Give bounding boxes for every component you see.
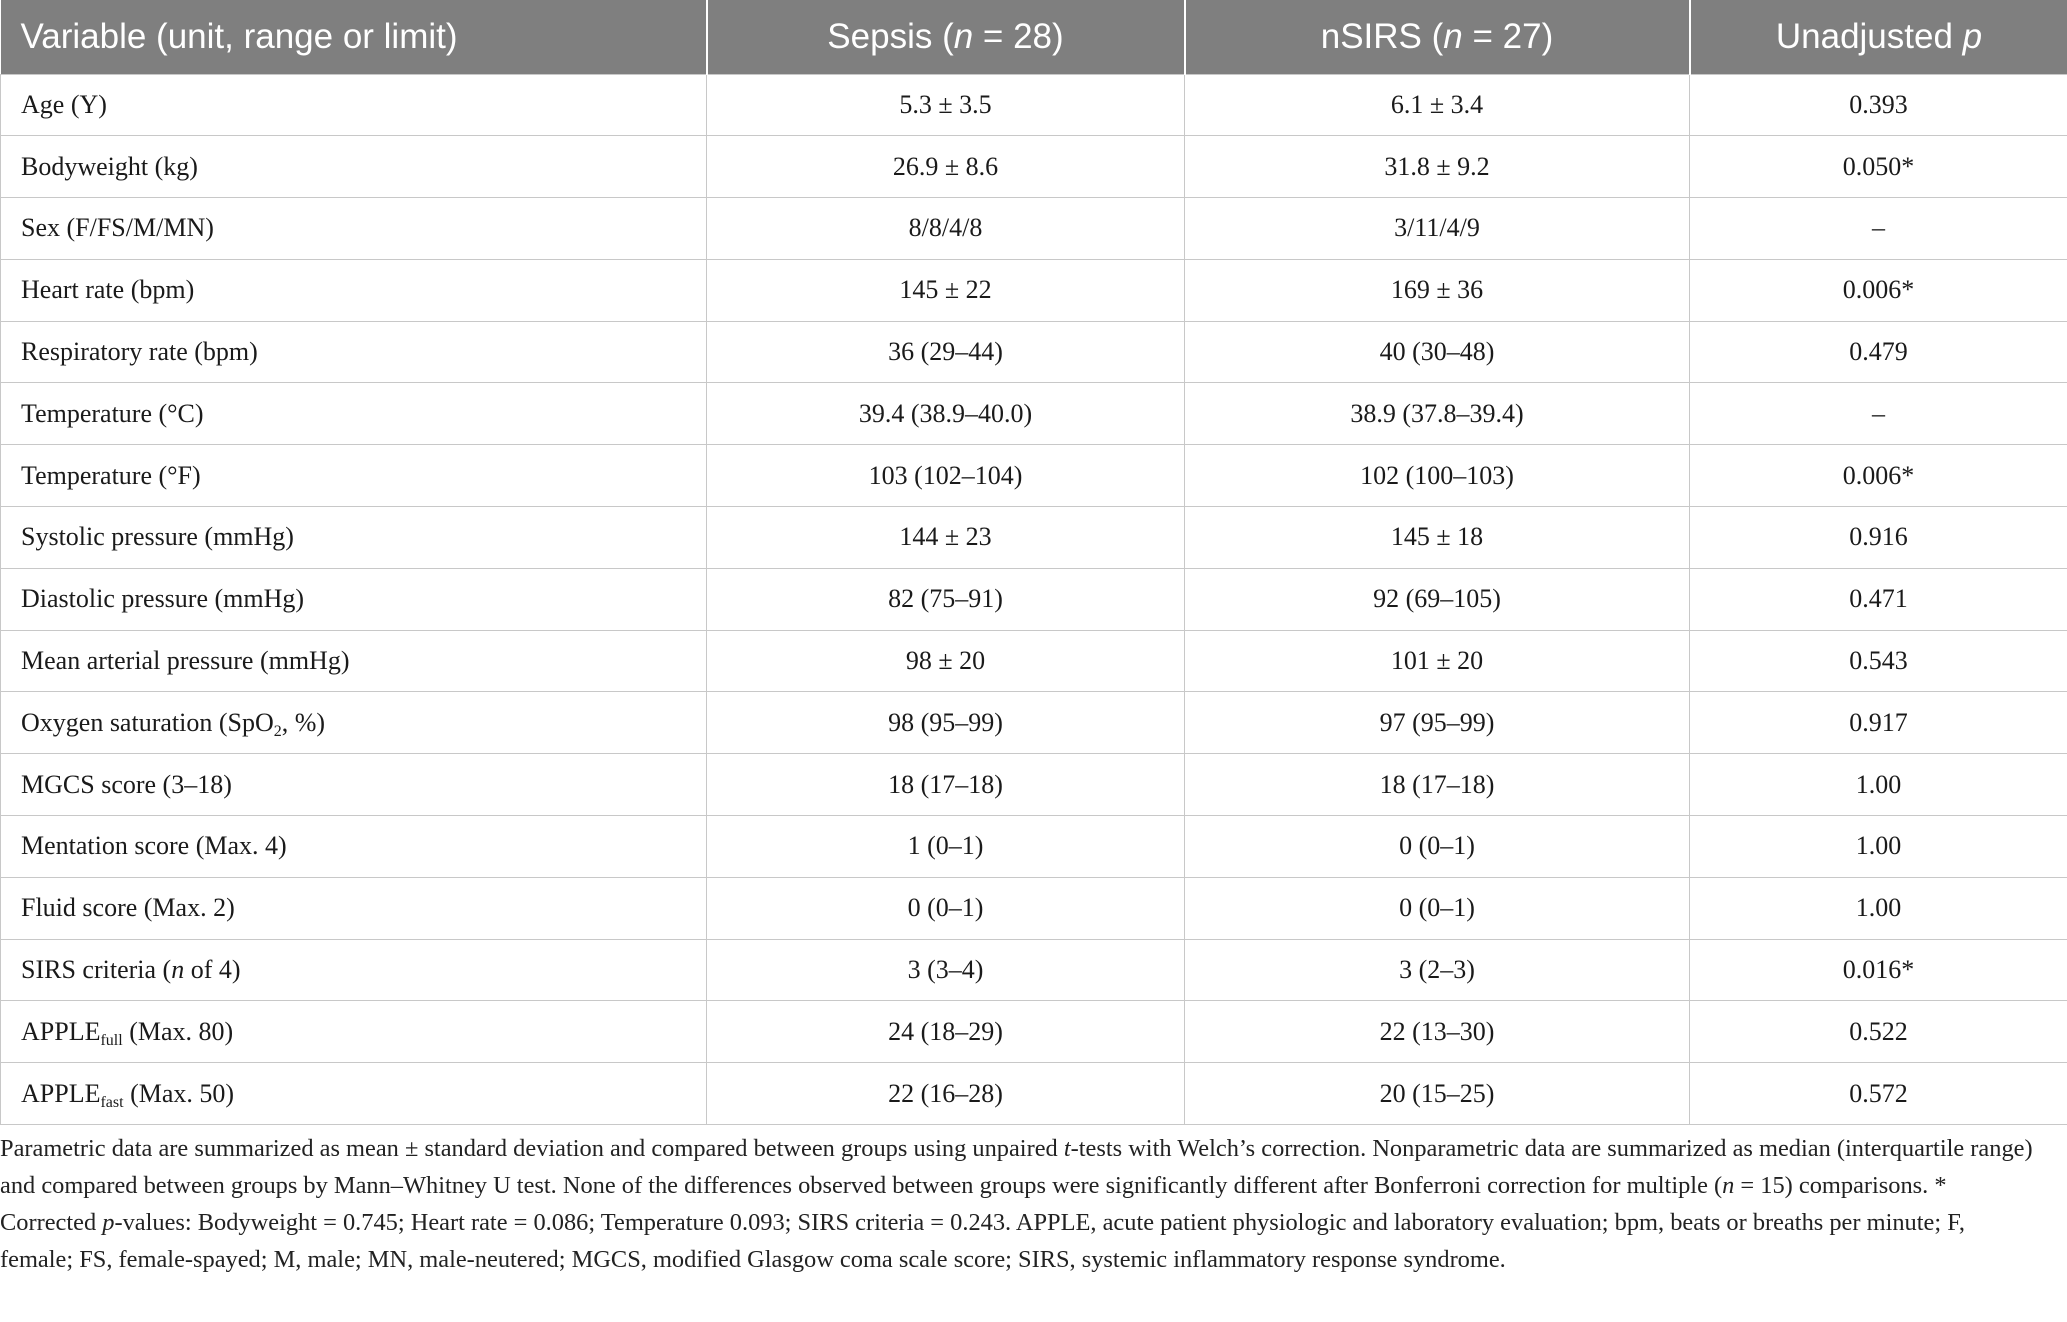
label-sub: 2 (273, 722, 282, 740)
nsirs-value: 101 ± 20 (1185, 630, 1690, 692)
row-label (1, 1063, 707, 1125)
p-value: 0.006* (1690, 259, 2067, 321)
table-row (1, 259, 2067, 321)
header-sepsis-n: n (953, 16, 974, 56)
p-value: 0.522 (1690, 1001, 2067, 1063)
sepsis-value: 24 (18–29) (707, 1001, 1185, 1063)
row-label: Systolic pressure (mmHg) (1, 507, 707, 569)
header-row (1, 0, 2067, 74)
sepsis-value: 1 (0–1) (707, 816, 1185, 878)
table-row (1, 1001, 2067, 1063)
table-row (1, 1063, 2067, 1125)
footnote-italic: t (1063, 1135, 1071, 1162)
label-pre: Oxygen saturation (SpO (21, 707, 274, 737)
row-label (1, 692, 707, 754)
header-variable: Variable (unit, range or limit) (1, 0, 707, 74)
table-row (1, 383, 2067, 445)
p-value: 0.050* (1690, 136, 2067, 198)
sepsis-value: 145 ± 22 (707, 259, 1185, 321)
nsirs-value: 97 (95–99) (1185, 692, 1690, 754)
table-footnote (0, 1130, 2040, 1278)
row-label: Mean arterial pressure (mmHg) (1, 630, 707, 692)
p-value: 0.471 (1690, 568, 2067, 630)
label-sub: fast (100, 1093, 124, 1111)
header-nsirs-n: n (1443, 16, 1463, 56)
row-label: Age (Y) (1, 74, 707, 136)
sepsis-value: 39.4 (38.9–40.0) (707, 383, 1185, 445)
header-sepsis (707, 0, 1185, 74)
row-label: Diastolic pressure (mmHg) (1, 568, 707, 630)
table-row (1, 507, 2067, 569)
footnote-part: = 15) comparisons. * Corrected (0, 1172, 1947, 1236)
row-label: Temperature (°C) (1, 383, 707, 445)
table-body (1, 74, 2067, 1125)
nsirs-value: 0 (0–1) (1185, 877, 1690, 939)
nsirs-value: 169 ± 36 (1185, 259, 1690, 321)
table-row (1, 630, 2067, 692)
footnote-part: Parametric data are summarized as mean ± standard deviation and compared between groups using unpaired (0, 1135, 1064, 1162)
header-sepsis-suffix: = 28) (973, 16, 1064, 56)
sepsis-value: 22 (16–28) (707, 1063, 1185, 1125)
table-row (1, 754, 2067, 816)
p-value: 0.479 (1690, 321, 2067, 383)
row-label: Fluid score (Max. 2) (1, 877, 707, 939)
row-label (1, 1001, 707, 1063)
table-row (1, 136, 2067, 198)
sepsis-value: 98 ± 20 (707, 630, 1185, 692)
header-nsirs (1185, 0, 1690, 74)
label-post: , %) (281, 707, 326, 737)
p-value: 0.572 (1690, 1063, 2067, 1125)
header-nsirs-prefix: nSIRS ( (1320, 16, 1444, 56)
nsirs-value: 38.9 (37.8–39.4) (1185, 383, 1690, 445)
row-label: Mentation score (Max. 4) (1, 816, 707, 878)
row-label: Temperature (°F) (1, 445, 707, 507)
nsirs-value: 92 (69–105) (1185, 568, 1690, 630)
row-label: Heart rate (bpm) (1, 259, 707, 321)
table-row (1, 445, 2067, 507)
table-row (1, 692, 2067, 754)
table-header (1, 0, 2067, 74)
nsirs-value: 31.8 ± 9.2 (1185, 136, 1690, 198)
p-value: 0.916 (1690, 507, 2067, 569)
label-pre: SIRS criteria ( (21, 955, 172, 985)
label-sub: full (100, 1031, 123, 1049)
p-value: – (1690, 198, 2067, 260)
row-label (1, 939, 707, 1001)
sepsis-value: 3 (3–4) (707, 939, 1185, 1001)
label-post: (Max. 50) (123, 1078, 235, 1108)
header-p-italic: p (1962, 16, 1983, 56)
nsirs-value: 0 (0–1) (1185, 816, 1690, 878)
table-row (1, 939, 2067, 1001)
header-nsirs-suffix: = 27) (1462, 16, 1554, 56)
nsirs-value: 102 (100–103) (1185, 445, 1690, 507)
sepsis-value: 5.3 ± 3.5 (707, 74, 1185, 136)
header-p-prefix: Unadjusted (1775, 16, 1963, 56)
p-value: 0.393 (1690, 74, 2067, 136)
p-value: 1.00 (1690, 877, 2067, 939)
p-value: 0.016* (1690, 939, 2067, 1001)
nsirs-value: 18 (17–18) (1185, 754, 1690, 816)
sepsis-value: 8/8/4/8 (707, 198, 1185, 260)
nsirs-value: 145 ± 18 (1185, 507, 1690, 569)
sepsis-value: 36 (29–44) (707, 321, 1185, 383)
footnote-italic: n (1722, 1172, 1735, 1199)
sepsis-value: 98 (95–99) (707, 692, 1185, 754)
label-post: of 4) (184, 955, 241, 985)
table-row (1, 74, 2067, 136)
label-pre: APPLE (21, 1016, 101, 1046)
label-pre: APPLE (21, 1078, 101, 1108)
sepsis-value: 103 (102–104) (707, 445, 1185, 507)
nsirs-value: 6.1 ± 3.4 (1185, 74, 1690, 136)
header-p (1690, 0, 2067, 74)
nsirs-value: 22 (13–30) (1185, 1001, 1690, 1063)
nsirs-value: 3 (2–3) (1185, 939, 1690, 1001)
row-label: MGCS score (3–18) (1, 754, 707, 816)
row-label: Sex (F/FS/M/MN) (1, 198, 707, 260)
label-post: (Max. 80) (122, 1016, 234, 1046)
row-label: Respiratory rate (bpm) (1, 321, 707, 383)
p-value: 1.00 (1690, 754, 2067, 816)
p-value: 0.006* (1690, 445, 2067, 507)
row-label: Bodyweight (kg) (1, 136, 707, 198)
header-sepsis-prefix: Sepsis ( (827, 16, 954, 56)
sepsis-value: 82 (75–91) (707, 568, 1185, 630)
footnote-part: -values: Bodyweight = 0.745; Heart rate = 0.086; Temperature 0.093; SIRS criteria = 0.243. APPLE, acute patient physiologic and laboratory evaluation; bpm, beats or breaths per minute; F, female; FS, female-spayed; M, male; MN, male-neutered; MGCS, modified Glasgow coma scale score; SIRS, systemic inflammatory response syndrome. (0, 1209, 1965, 1273)
table-row (1, 568, 2067, 630)
table-row (1, 816, 2067, 878)
sepsis-value: 144 ± 23 (707, 507, 1185, 569)
label-italic: n (171, 955, 185, 985)
p-value: 1.00 (1690, 816, 2067, 878)
sepsis-value: 26.9 ± 8.6 (707, 136, 1185, 198)
footnote-part: -tests with Welch’s correction. Nonparametric data are summarized as median (interquartile range) and compared between groups by Mann–Whitney U test. None of the differences observed between groups were significantly different after Bonferroni correction for multiple ( (0, 1135, 2033, 1199)
sepsis-value: 0 (0–1) (707, 877, 1185, 939)
p-value: – (1690, 383, 2067, 445)
table-row (1, 321, 2067, 383)
nsirs-value: 3/11/4/9 (1185, 198, 1690, 260)
p-value: 0.543 (1690, 630, 2067, 692)
nsirs-value: 20 (15–25) (1185, 1063, 1690, 1125)
table-row (1, 198, 2067, 260)
table-row (1, 877, 2067, 939)
p-value: 0.917 (1690, 692, 2067, 754)
sepsis-value: 18 (17–18) (707, 754, 1185, 816)
footnote-italic: p (102, 1209, 115, 1236)
nsirs-value: 40 (30–48) (1185, 321, 1690, 383)
